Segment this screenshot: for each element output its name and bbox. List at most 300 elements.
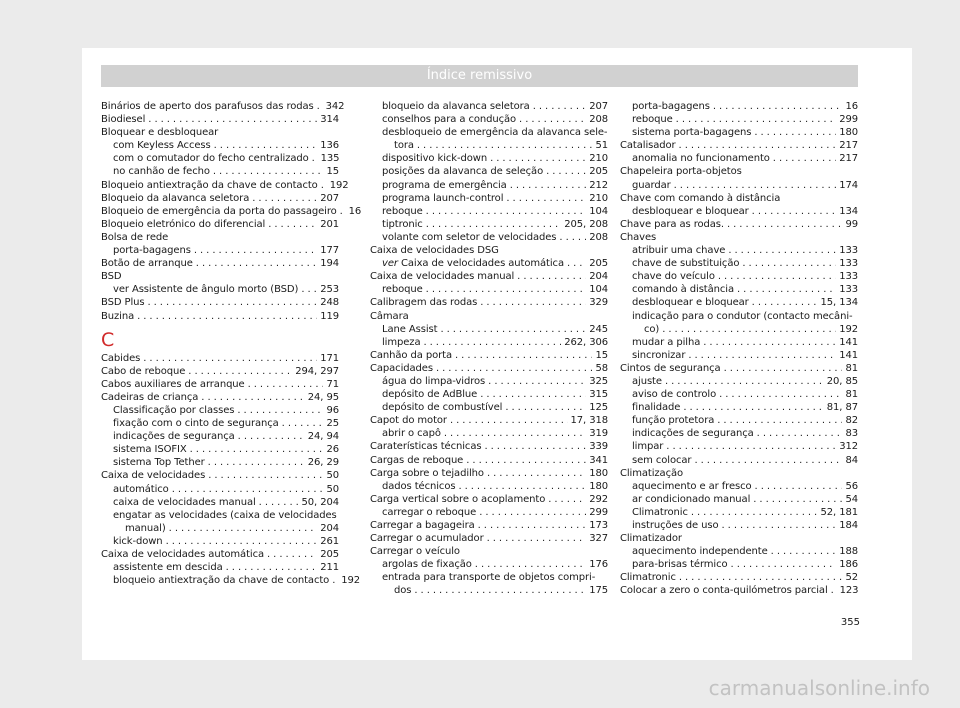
index-entry-text: Cabos auxiliares de arranque [101, 378, 245, 390]
index-entry-page: 175 [589, 585, 608, 597]
index-entry-term [382, 179, 507, 192]
index-entry-page: 327 [589, 533, 608, 545]
index-heading: Câmara [370, 310, 409, 322]
index-entry-text: Carga sobre o tejadilho [370, 467, 484, 479]
dot-leader [517, 270, 586, 283]
dot-leader [737, 283, 836, 296]
index-entry-text: Catalisador [620, 140, 676, 152]
index-entry-page: 133 [839, 284, 858, 296]
index-entry-page: 54 [845, 493, 858, 505]
index-entry-term [632, 375, 662, 388]
index-entry [101, 496, 339, 509]
index-entry-term [101, 218, 265, 231]
index-entry-page: 262, 306 [564, 336, 608, 348]
index-entry [101, 283, 339, 296]
index-entry-term [620, 139, 676, 152]
index-group-c [101, 352, 360, 588]
index-entry-term [382, 480, 455, 493]
index-entry-page: 50, 204 [301, 496, 339, 508]
dot-leader [567, 257, 586, 270]
index-entry-term [101, 296, 144, 309]
dot-leader [466, 454, 586, 467]
dot-leader [487, 532, 587, 545]
index-entry-page: 99 [845, 218, 858, 230]
index-entry [620, 388, 858, 401]
index-entry-page: 24, 94 [307, 431, 339, 443]
index-entry-text: no canhão de fecho [113, 166, 210, 178]
index-entry-text: ar condicionado manual [632, 493, 751, 505]
index-entry-page: 299 [839, 114, 858, 126]
index-entry-term [382, 375, 485, 388]
index-entry-page: 123 [839, 585, 859, 597]
index-entry-term [382, 192, 503, 205]
index-entry-term [382, 336, 420, 349]
index-entry [101, 139, 339, 152]
index-entry-term [370, 362, 433, 375]
dot-leader [752, 205, 837, 218]
index-entry-text: guardar [632, 179, 671, 191]
index-entry [620, 545, 858, 558]
index-entry-term [101, 192, 249, 205]
index-entry [370, 388, 608, 401]
index-entry-text: assistente em descida [113, 562, 223, 574]
index-entry-term [113, 404, 234, 417]
index-entry-text: indicações de segurança [113, 431, 235, 443]
index-entry-page: 248 [320, 297, 339, 309]
index-entry [370, 375, 608, 388]
index-entry [370, 165, 608, 178]
index-entry-term [113, 456, 205, 469]
dot-leader [436, 362, 593, 375]
index-entry [370, 270, 608, 283]
index-entry-term [113, 483, 169, 496]
index-entry-text: limpeza [382, 336, 421, 348]
index-entry-text: conselhos para a condução [382, 114, 517, 126]
index-entry-text: Binários de aperto dos parafusos das rodas [101, 101, 314, 112]
index-entry [620, 480, 858, 493]
index-entry-page: 204 [320, 522, 339, 534]
index-entry [620, 362, 858, 375]
index-entry [101, 205, 362, 218]
index-entry-term [382, 205, 423, 218]
index-column-1 [101, 100, 362, 587]
index-entry-text: comando à distância [632, 284, 735, 296]
index-entry-text: Carregar o acumulador [370, 533, 484, 545]
index-entry-term [101, 257, 193, 270]
index-entry-text: sistema porta-bagagens [632, 127, 752, 139]
index-entry-term [632, 558, 728, 571]
index-entry-page: 81 [845, 362, 858, 374]
dot-leader [484, 440, 586, 453]
dot-leader [773, 152, 836, 165]
index-entry-page: 135 [320, 153, 340, 165]
dot-leader [166, 535, 318, 548]
index-entry-text: atribuir uma chave [632, 245, 726, 257]
index-entry-page: 15 [595, 349, 608, 361]
index-entry [620, 571, 858, 584]
index-entry [370, 414, 608, 427]
index-entry-page: 210 [589, 192, 608, 204]
index-entry-term [632, 349, 685, 362]
index-heading: Climatizador [620, 533, 682, 545]
index-entry-text: porta-bagagens [113, 245, 191, 257]
index-entry-page: 26, 29 [307, 457, 339, 469]
index-entry-term [632, 100, 710, 113]
index-entry-text: indicações de segurança [632, 428, 754, 440]
index-entry-term [125, 522, 166, 535]
index-entry [370, 506, 608, 519]
index-entry-page: 52, 181 [820, 506, 858, 518]
dot-leader [703, 336, 836, 349]
index-entry-term [382, 113, 516, 126]
index-column-2 [370, 100, 608, 598]
index-entry-term [632, 454, 691, 467]
index-entry-text: dispositivo kick-down [382, 153, 488, 165]
index-entry-term [644, 323, 659, 336]
index-entry-page: 26 [326, 444, 339, 456]
index-entry-page: 25 [326, 418, 339, 430]
index-entry-text: instruções de uso [632, 520, 719, 531]
index-entry-text: Canhão da porta [370, 349, 452, 361]
index-entry [370, 454, 608, 467]
index-entry [101, 218, 339, 231]
index-entry-term [632, 480, 752, 493]
index-entry [370, 349, 608, 362]
index-entry-line: indicação para o condutor (contacto mecâni- [632, 310, 853, 322]
index-entry [370, 139, 608, 152]
index-entry [620, 375, 858, 388]
index-entry-text: finalidade [632, 402, 681, 414]
index-entry-page: 210 [589, 153, 608, 165]
index-entry-page: 245 [589, 323, 608, 335]
dot-leader [683, 401, 823, 414]
index-entry-term [113, 165, 210, 178]
index-entry-text: Caixa de velocidades automática [400, 258, 564, 270]
index-entry-term [632, 205, 749, 218]
index-entry [370, 532, 608, 545]
index-entry-page: 341 [589, 454, 608, 466]
index-entry-text: Botão de arranque [101, 258, 193, 270]
index-entry-page: 81, 87 [826, 402, 858, 414]
index-entry-page: 56 [845, 480, 858, 492]
index-entry [370, 205, 608, 218]
dot-leader [691, 506, 818, 519]
index-entry-page: 24, 95 [307, 391, 339, 403]
index-entry-term [632, 427, 754, 440]
index-entry-page: 180 [839, 127, 858, 139]
index-entry-page: 133 [839, 258, 858, 270]
index-entry-text: reboque [382, 284, 423, 296]
dot-leader [455, 349, 592, 362]
index-entry-text: sem colocar [632, 454, 692, 466]
index-entry [370, 257, 608, 270]
index-entry [101, 483, 339, 496]
index-entry-text: aquecimento e ar fresco [632, 480, 752, 492]
index-entry-text: Bloqueio antiextração da chave de contacto [101, 179, 318, 191]
index-entry-page: 176 [589, 559, 608, 571]
index-entry [101, 574, 360, 587]
index-entry [620, 139, 858, 152]
index-entry-text: sincronizar [632, 349, 686, 361]
index-entry-term [101, 100, 314, 113]
index-entry-page: 141 [839, 349, 858, 361]
index-entry-term [370, 493, 545, 506]
page-number: 355 [840, 617, 860, 628]
index-entry-term [113, 244, 191, 257]
dot-leader [742, 257, 836, 270]
index-entry-page: 125 [589, 402, 608, 414]
index-entry [101, 257, 339, 270]
index-entry-term [632, 270, 715, 283]
dot-leader [666, 440, 836, 453]
index-entry [101, 456, 339, 469]
index-entry [101, 179, 349, 192]
index-entry [370, 427, 608, 440]
index-entry-page: 315 [589, 389, 608, 401]
index-entry [620, 401, 858, 414]
index-entry-term [632, 244, 725, 257]
index-entry-text: Caixa de velocidades manual [370, 271, 515, 283]
index-entry-term [113, 283, 298, 296]
index-entry [620, 152, 858, 165]
index-entry-page: 134 [839, 205, 858, 217]
dot-leader [213, 165, 324, 178]
index-entry-term [632, 401, 680, 414]
index-entry-page: 133 [839, 245, 858, 257]
index-entry-text: Climatronic [632, 506, 688, 518]
index-entry [620, 506, 858, 519]
index-entry-term [382, 100, 530, 113]
index-entry-page: 104 [589, 205, 608, 217]
index-entry-page: 188 [839, 546, 858, 558]
index-entry [620, 100, 858, 113]
index-entry-text: ajuste [632, 375, 662, 387]
index-entry [370, 283, 608, 296]
index-entry-text: Calibragem das rodas [370, 297, 478, 309]
dot-leader [679, 139, 837, 152]
index-entry [101, 443, 339, 456]
dot-leader [194, 244, 317, 257]
index-entry-text: programa de emergência [382, 179, 507, 191]
index-entry-page: 342 [325, 101, 345, 112]
dot-leader [340, 205, 346, 218]
dot-leader [267, 548, 317, 561]
index-entry-text: sistema Top Tether [113, 457, 205, 469]
index-entry-page: 16 [845, 101, 858, 112]
dot-leader [188, 365, 292, 378]
dot-leader [713, 100, 843, 113]
index-entry-line: desbloqueio de emergência da alavanca sele- [382, 127, 608, 139]
dot-leader [727, 218, 842, 231]
index-entry-term [632, 414, 714, 427]
index-entry-page: 15, 134 [820, 297, 858, 309]
index-entry-text: Biodiesel [101, 114, 146, 126]
index-heading: BSD [101, 271, 122, 283]
index-entry-term [101, 378, 245, 391]
index-entry-page: 81 [845, 389, 858, 401]
index-entry-page: 192 [329, 179, 349, 191]
dot-leader [752, 296, 818, 309]
index-entry-page: 184 [839, 520, 858, 531]
index-entry-page: 339 [589, 441, 608, 453]
index-heading: Chaves [620, 231, 657, 243]
dot-leader [214, 139, 318, 152]
index-entry-term [101, 469, 205, 482]
index-entry-term [632, 519, 719, 532]
index-entry [620, 454, 858, 467]
index-entry-text: chave do veículo [632, 271, 715, 283]
index-entry [620, 257, 858, 270]
index-entry-text: Cadeiras de criança [101, 391, 199, 403]
dot-leader [719, 388, 842, 401]
index-entry [620, 349, 858, 362]
index-entry-term [382, 165, 543, 178]
index-entry-text: Cintos de segurança [620, 362, 721, 374]
index-entry [370, 179, 608, 192]
index-entry [620, 270, 858, 283]
index-entry-text: bloqueio da alavanca seletora [382, 101, 530, 112]
index-entry [620, 244, 858, 257]
index-entry [620, 519, 858, 532]
index-entry-page: 50 [326, 470, 339, 482]
index-entry [101, 561, 339, 574]
index-entry [370, 192, 608, 205]
dot-leader [722, 519, 837, 532]
index-entry [370, 467, 608, 480]
index-entry-page: 96 [326, 404, 339, 416]
dot-leader [510, 179, 587, 192]
index-entry [101, 469, 339, 482]
dot-leader [480, 388, 586, 401]
index-entry-text: argolas de fixação [382, 559, 472, 571]
index-entry-page: 51 [595, 140, 608, 152]
index-entry-text: abrir o capô [382, 428, 441, 440]
index-entry-text: porta-bagagens [632, 101, 710, 112]
index-entry-text: Classificação por classes [113, 404, 235, 416]
index-entry-text: Bloqueio de emergência da porta do passageiro [101, 205, 337, 217]
index-entry-term [382, 231, 556, 244]
index-entry [101, 192, 339, 205]
index-entry-text: volante com seletor de velocidades [382, 231, 557, 243]
index-entry-term [632, 113, 673, 126]
index-entry [370, 493, 608, 506]
dot-leader [757, 427, 843, 440]
index-entry-text: tora [394, 140, 414, 152]
index-entry-term [370, 270, 514, 283]
dot-leader [475, 558, 586, 571]
dot-leader [755, 480, 843, 493]
index-entry-text: desbloquear e bloquear [632, 205, 749, 217]
dot-leader [301, 283, 317, 296]
index-entry-text: para-brisas térmico [632, 559, 728, 571]
index-entry-page: 292 [589, 493, 608, 505]
index-entry-term [632, 257, 739, 270]
index-entry-term [370, 296, 477, 309]
index-entry-page: 16 [348, 205, 362, 217]
dot-leader [426, 218, 562, 231]
index-entry-text: reboque [382, 205, 423, 217]
index-entry-term [382, 506, 476, 519]
index-entry-term [632, 506, 688, 519]
index-entry [620, 283, 858, 296]
index-entry-term [382, 152, 487, 165]
index-entry-text: Cargas de reboque [370, 454, 464, 466]
index-entry [101, 535, 339, 548]
index-entry-term [620, 584, 828, 597]
index-column-3 [620, 100, 858, 598]
dot-leader [248, 378, 324, 391]
dot-leader [679, 571, 843, 584]
index-entry-page: 71 [326, 378, 339, 390]
index-group-b [101, 100, 362, 323]
dot-leader [717, 414, 842, 427]
dot-leader [148, 113, 317, 126]
index-entry [620, 584, 858, 597]
index-entry-text: programa launch-control [382, 192, 504, 204]
index-entry-term [632, 336, 700, 349]
index-entry [370, 584, 608, 597]
index-entry-page: 205, 208 [564, 218, 608, 230]
index-entry [101, 391, 339, 404]
index-entry-page: 136 [320, 140, 339, 152]
dot-leader [754, 126, 836, 139]
index-entry-text: sistema ISOFIX [113, 444, 187, 456]
index-entry-page: 180 [589, 467, 608, 479]
index-entry-term [370, 349, 452, 362]
index-entry-text: dados técnicos [382, 480, 456, 492]
dot-leader [728, 244, 836, 257]
index-entry-page: 17, 318 [570, 415, 608, 427]
index-entry [101, 365, 339, 378]
dot-leader [282, 417, 324, 430]
dot-leader [458, 480, 586, 493]
dot-leader [312, 152, 318, 165]
index-entry-term [113, 443, 187, 456]
index-entry-term [394, 584, 411, 597]
index-entry-page: 319 [589, 428, 608, 440]
dot-leader [548, 493, 586, 506]
index-entry-page: 171 [320, 352, 339, 364]
dot-leader [546, 165, 586, 178]
dot-leader [559, 231, 586, 244]
index-entry [620, 440, 858, 453]
index-entry-text: mudar a pilha [632, 336, 701, 348]
index-entry-text: Caixa de velocidades [101, 470, 206, 482]
dot-leader [259, 496, 299, 509]
index-entry-term [632, 283, 734, 296]
dot-leader [665, 375, 824, 388]
index-entry [370, 231, 608, 244]
index-entry-text: anomalia no funcionamento [632, 153, 770, 165]
index-heading: Bloquear e desbloquear [101, 127, 219, 139]
dot-leader [190, 443, 324, 456]
index-entry [101, 430, 339, 443]
index-entry [620, 218, 858, 231]
index-entry-page: 192 [341, 575, 360, 587]
index-entry [370, 218, 608, 231]
index-entry-text: Carregar a bagageira [370, 520, 475, 531]
index-entry-page: 207 [320, 192, 339, 204]
index-entry-page: 299 [589, 506, 608, 518]
index-entry [620, 336, 858, 349]
index-entry [620, 113, 858, 126]
index-entry-text: depósito de combustível [382, 402, 503, 414]
dot-leader [201, 391, 305, 404]
index-entry-text: Lane Assist [382, 323, 438, 335]
index-entry-page: 204 [589, 271, 608, 283]
index-entry-page: 314 [320, 114, 339, 126]
index-entry-page: 15 [326, 166, 339, 178]
